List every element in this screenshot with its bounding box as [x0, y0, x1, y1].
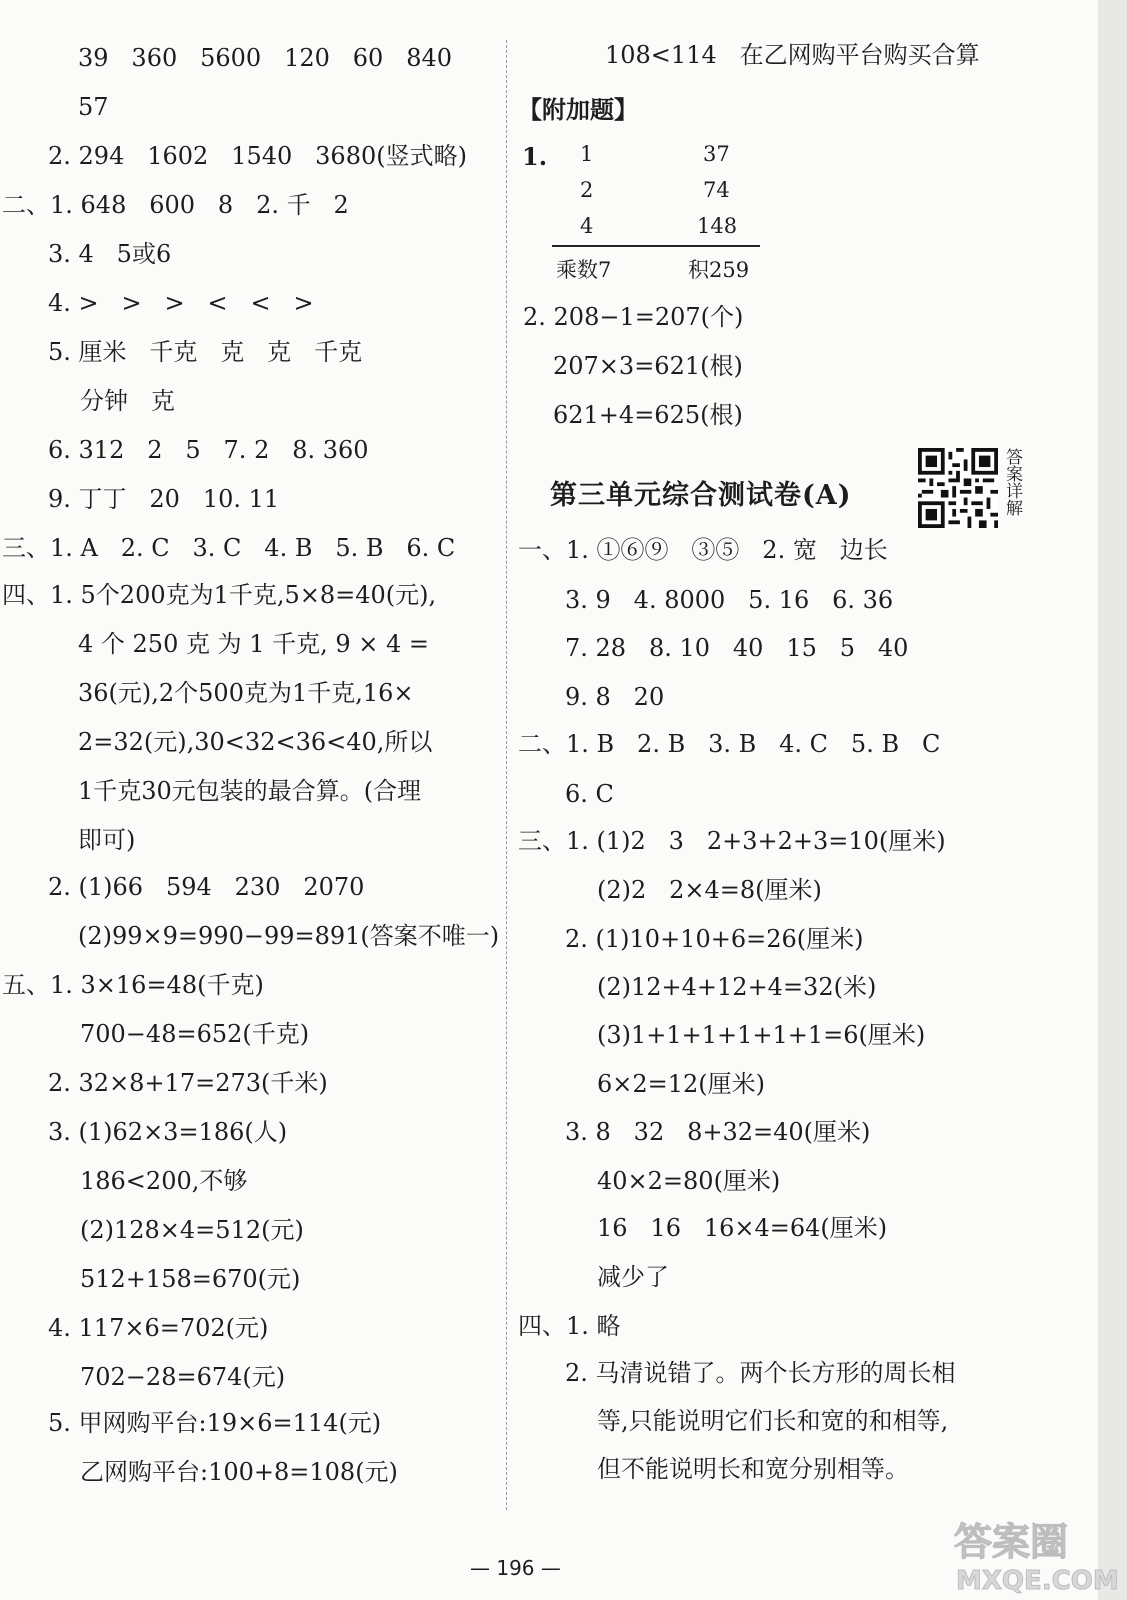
answer-line: 4 个 250 克 为 1 千克, 9 × 4 =	[78, 630, 430, 658]
answer-line: 9. 8 20	[565, 683, 665, 711]
table-cell: 2	[580, 178, 594, 202]
answer-line: 6. 312 2 5 7. 2 8. 360	[48, 436, 369, 464]
answer-line: 即可)	[78, 826, 136, 854]
answer-line: 二、1. B 2. B 3. B 4. C 5. B C	[518, 730, 941, 758]
answer-line: 4. > > > < < >	[48, 289, 314, 317]
answer-line: 702−28=674(元)	[80, 1363, 286, 1391]
answer-line: 16 16 16×4=64(厘米)	[597, 1214, 888, 1242]
table-label: 1.	[522, 142, 548, 171]
answer-line: 2. 马清说错了。两个长方形的周长相	[565, 1359, 956, 1387]
answer-line: 3. 9 4. 8000 5. 16 6. 36	[565, 586, 894, 614]
answer-line: 分钟 克	[80, 387, 175, 415]
answer-line: 40×2=80(厘米)	[597, 1167, 781, 1195]
svg-text:MXQE.COM: MXQE.COM	[956, 1566, 1119, 1596]
answer-line: 621+4=625(根)	[553, 401, 743, 429]
watermark-logo	[950, 1515, 1120, 1597]
answer-line: (3)1+1+1+1+1+1=6(厘米)	[597, 1021, 926, 1049]
answer-line: 五、1. 3×16=48(千克)	[2, 971, 264, 999]
qr-code-icon[interactable]	[918, 448, 998, 528]
answer-line: (2)2 2×4=8(厘米)	[597, 876, 822, 904]
answer-line: 2. 32×8+17=273(千米)	[48, 1069, 328, 1097]
answer-line: 3. 8 32 8+32=40(厘米)	[565, 1118, 871, 1146]
page-number: — 196 —	[470, 1556, 561, 1580]
answer-line: 1千克30元包装的最合算。(合理	[78, 777, 422, 805]
section-title: 第三单元综合测试卷(A)	[550, 480, 852, 511]
answer-line: (2)99×9=990−99=891(答案不唯一)	[78, 922, 500, 950]
answer-line: 700−48=652(千克)	[80, 1020, 310, 1048]
answer-line: 三、1. (1)2 3 2+3+2+3=10(厘米)	[518, 827, 946, 855]
answer-line: 5. 厘米 千克 克 克 千克	[48, 338, 363, 366]
answer-line: 3. 4 5或6	[48, 240, 172, 268]
answer-line: 57	[78, 93, 109, 121]
bonus-heading: 【附加题】	[518, 95, 638, 124]
answer-line: 9. 丁丁 20 10. 11	[48, 485, 280, 513]
answer-line: 一、1. ①⑥⑨ ③⑤ 2. 宽 边长	[518, 536, 888, 564]
answer-line: 2. 208−1=207(个)	[523, 303, 744, 331]
answer-line: 减少了	[597, 1263, 669, 1291]
answer-line: 6×2=12(厘米)	[597, 1070, 766, 1098]
answer-line: 但不能说明长和宽分别相等。	[597, 1455, 909, 1483]
svg-text:答案圈: 答案圈	[954, 1520, 1069, 1564]
table-cell: 1	[580, 142, 594, 166]
answer-line: 三、1. A 2. C 3. C 4. B 5. B 6. C	[2, 534, 456, 562]
answer-line: 6. C	[565, 780, 614, 808]
answer-line: 3. (1)62×3=186(人)	[48, 1118, 288, 1146]
answer-line: 512+158=670(元)	[80, 1265, 301, 1293]
answer-line: 5. 甲网购平台:19×6=114(元)	[48, 1409, 382, 1437]
answer-line: 7. 28 8. 10 40 15 5 40	[565, 634, 909, 662]
answer-line: 2. (1)10+10+6=26(厘米)	[565, 925, 864, 953]
table-cell: 37	[703, 142, 730, 166]
answer-line: 186<200,不够	[80, 1167, 248, 1195]
table-cell: 4	[580, 214, 594, 238]
answer-line: 4. 117×6=702(元)	[48, 1314, 269, 1342]
answer-line: 乙网购平台:100+8=108(元)	[80, 1458, 398, 1486]
answer-line: 二、1. 648 600 8 2. 千 2	[2, 191, 349, 219]
answer-line: 2=32(元),30<32<36<40,所以	[78, 728, 433, 756]
answer-line: 等,只能说明它们长和宽的和相等,	[597, 1407, 949, 1435]
answer-line: 36(元),2个500克为1千克,16×	[78, 679, 414, 707]
answer-line: 108<114 在乙网购平台购买合算	[605, 41, 980, 69]
answer-line: 2. 294 1602 1540 3680(竖式略)	[48, 142, 467, 170]
qr-caption: 答案详解	[1002, 448, 1022, 516]
table-footer-cell: 积259	[688, 258, 750, 282]
table-footer-cell: 乘数7	[556, 258, 612, 282]
answer-line: 四、1. 5个200克为1千克,5×8=40(元),	[2, 581, 437, 609]
answer-line: 四、1. 略	[518, 1312, 621, 1340]
answer-line: 39 360 5600 120 60 840	[78, 44, 453, 72]
page-edge-shadow	[1098, 0, 1127, 1600]
column-divider	[506, 40, 507, 1510]
table-sum-line	[552, 245, 760, 247]
answer-line: (2)12+4+12+4=32(米)	[597, 973, 877, 1001]
answer-line: 207×3=621(根)	[553, 352, 743, 380]
table-cell: 74	[703, 178, 730, 202]
answer-line: (2)128×4=512(元)	[80, 1216, 304, 1244]
table-cell: 148	[697, 214, 738, 238]
answer-line: 2. (1)66 594 230 2070	[48, 873, 365, 901]
